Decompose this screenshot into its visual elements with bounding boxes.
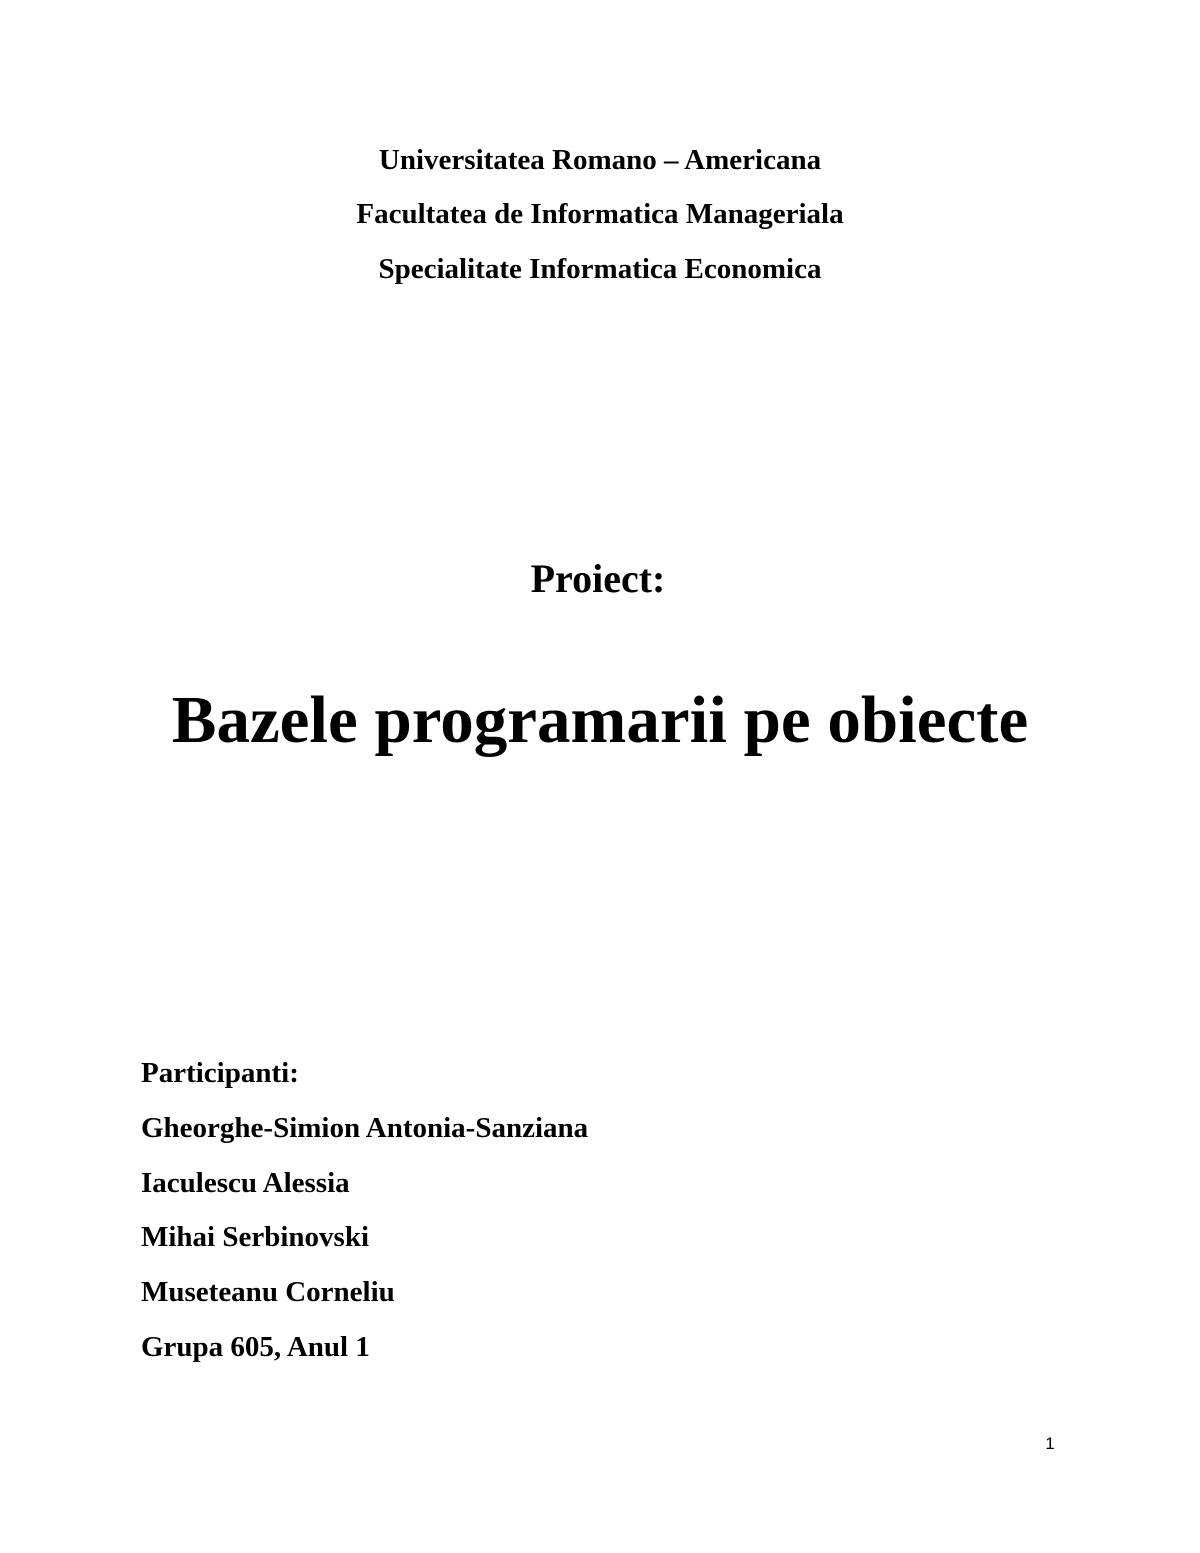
participant-name: Gheorghe-Simion Antonia-Sanziana (141, 1111, 589, 1144)
participant-name: Iaculescu Alessia (141, 1166, 350, 1199)
specialty-name: Specialitate Informatica Economica (378, 253, 822, 285)
project-label: Proiect: (530, 556, 666, 601)
participant-name: Mihai Serbinovski (141, 1221, 370, 1254)
participants-heading: Participanti: (141, 1057, 299, 1089)
university-name: Universitatea Romano – Americana (378, 144, 822, 176)
page-number: 1 (1045, 1434, 1055, 1453)
group-info: Grupa 605, Anul 1 (141, 1330, 370, 1363)
project-title: Bazele programarii pe obiecte (171, 683, 1029, 757)
participants-block (141, 1056, 1041, 1385)
faculty-name: Facultatea de Informatica Manageriala (356, 198, 844, 230)
participant-name: Museteanu Corneliu (141, 1276, 395, 1309)
